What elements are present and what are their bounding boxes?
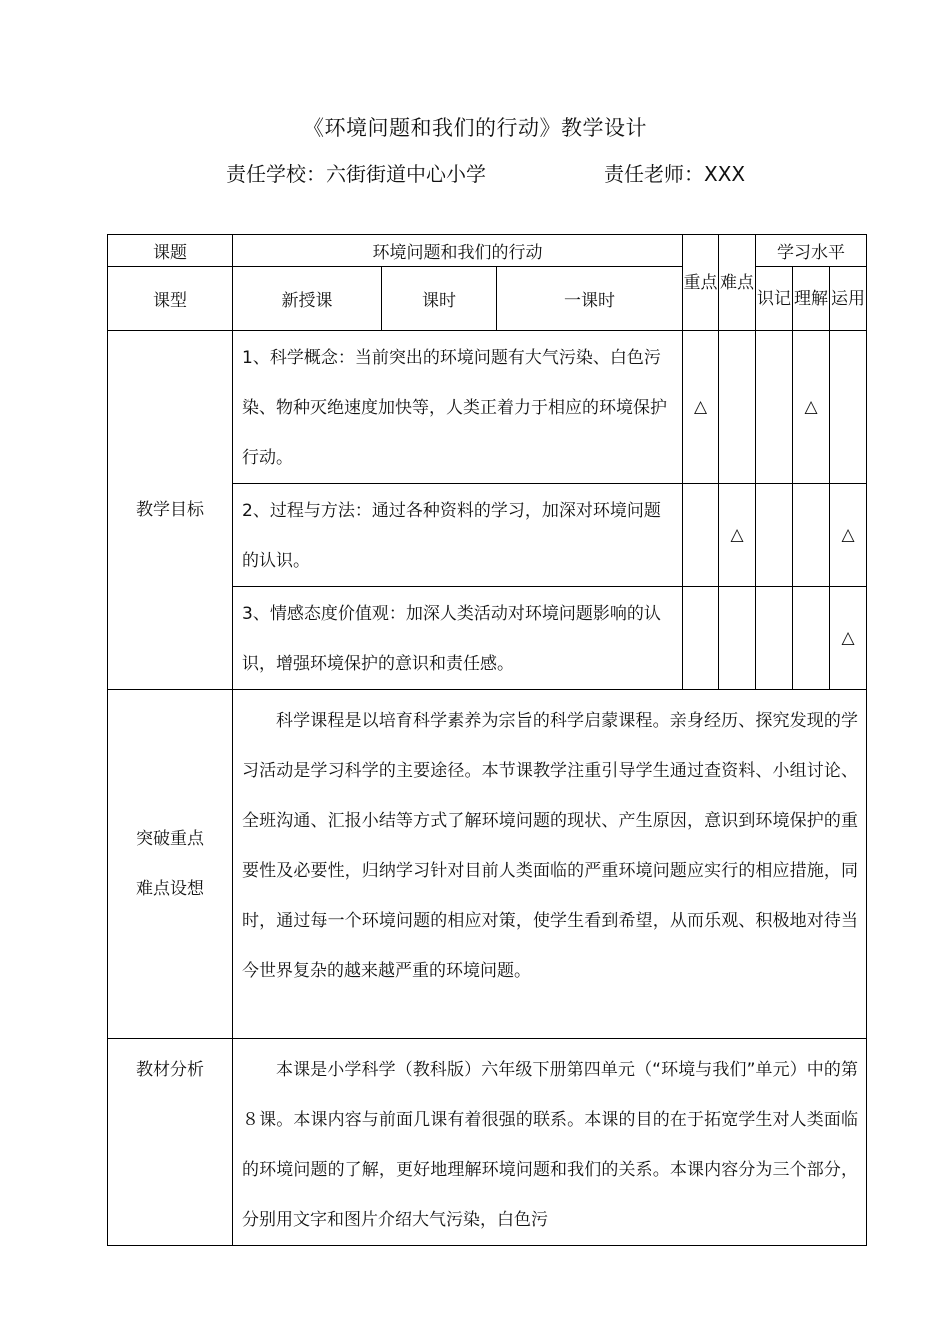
breakthrough-label-line2: 难点设想 [136, 879, 204, 899]
type-value: 新授课 [233, 267, 382, 331]
level-apply-header: 运用 [830, 267, 867, 331]
hours-label: 课时 [382, 267, 497, 331]
topic-label: 课题 [108, 235, 233, 267]
level-understand-header: 理解 [793, 267, 830, 331]
goal-text: 2、过程与方法：通过各种资料的学习，加深对环境问题的认识。 [233, 484, 683, 587]
goal-apply-mark [830, 331, 867, 484]
breakthrough-label-line1: 突破重点 [136, 829, 204, 849]
goal-apply-mark: △ [830, 587, 867, 690]
breakthrough-text: 科学课程是以培育科学素养为宗旨的科学启蒙课程。亲身经历、探究发现的学习活动是学习科学的主要途径。本节课教学注重引导学生通过查资料、小组讨论、全班沟通、汇报小结等方式了解环境问题的现状、产生原因，意识到环境保护的重要性及必要性，归纳学习针对目前人类面临的严重环境问题应实行的相应措施，同时，通过每一个环境问题的相应对策，使学生看到希望，从而乐观、积极地对待当今世界复杂的越来越严重的环境问题。 [233, 690, 867, 1039]
goal-recall-mark [756, 331, 793, 484]
lesson-plan-table [107, 234, 867, 1246]
goal-key-mark: △ [683, 331, 719, 484]
header-line [0, 158, 950, 188]
goal-text: 1、科学概念：当前突出的环境问题有大气污染、白色污染、物种灭绝速度加快等，人类正着力于相应的环境保护行动。 [233, 331, 683, 484]
goal-recall-mark [756, 484, 793, 587]
goal-understand-mark: △ [793, 331, 830, 484]
goal-understand-mark [793, 484, 830, 587]
goal-difficult-mark [719, 587, 756, 690]
goal-text: 3、情感态度价值观：加深人类活动对环境问题影响的认识，增强环境保护的意识和责任感。 [233, 587, 683, 690]
type-label: 课型 [108, 267, 233, 331]
difficulty-header: 难点 [719, 235, 756, 331]
school-text: 责任学校：六街街道中心小学 [226, 162, 486, 186]
goal-difficult-mark: △ [719, 484, 756, 587]
goal-key-mark [683, 587, 719, 690]
breakthrough-label [108, 690, 233, 1039]
teacher-text: 责任老师：XXX [604, 162, 746, 186]
topic-value: 环境问题和我们的行动 [233, 235, 683, 267]
goal-difficult-mark [719, 331, 756, 484]
analysis-text: 本课是小学科学（教科版）六年级下册第四单元（“环境与我们”单元）中的第８课。本课内容与前面几课有着很强的联系。本课的目的在于拓宽学生对人类面临的环境问题的了解，更好地理解环境问题和我们的关系。本课内容分为三个部分，分别用文字和图片介绍大气污染，白色污 [233, 1039, 867, 1246]
goals-label: 教学目标 [108, 331, 233, 690]
goal-understand-mark [793, 587, 830, 690]
analysis-label: 教材分析 [108, 1039, 233, 1246]
level-recall-header: 识记 [756, 267, 793, 331]
goal-key-mark [683, 484, 719, 587]
goal-recall-mark [756, 587, 793, 690]
key-point-header: 重点 [683, 235, 719, 331]
goal-apply-mark: △ [830, 484, 867, 587]
hours-value: 一课时 [497, 267, 683, 331]
learning-level-header: 学习水平 [756, 235, 867, 267]
document-title: 《环境问题和我们的行动》教学设计 [303, 116, 647, 140]
